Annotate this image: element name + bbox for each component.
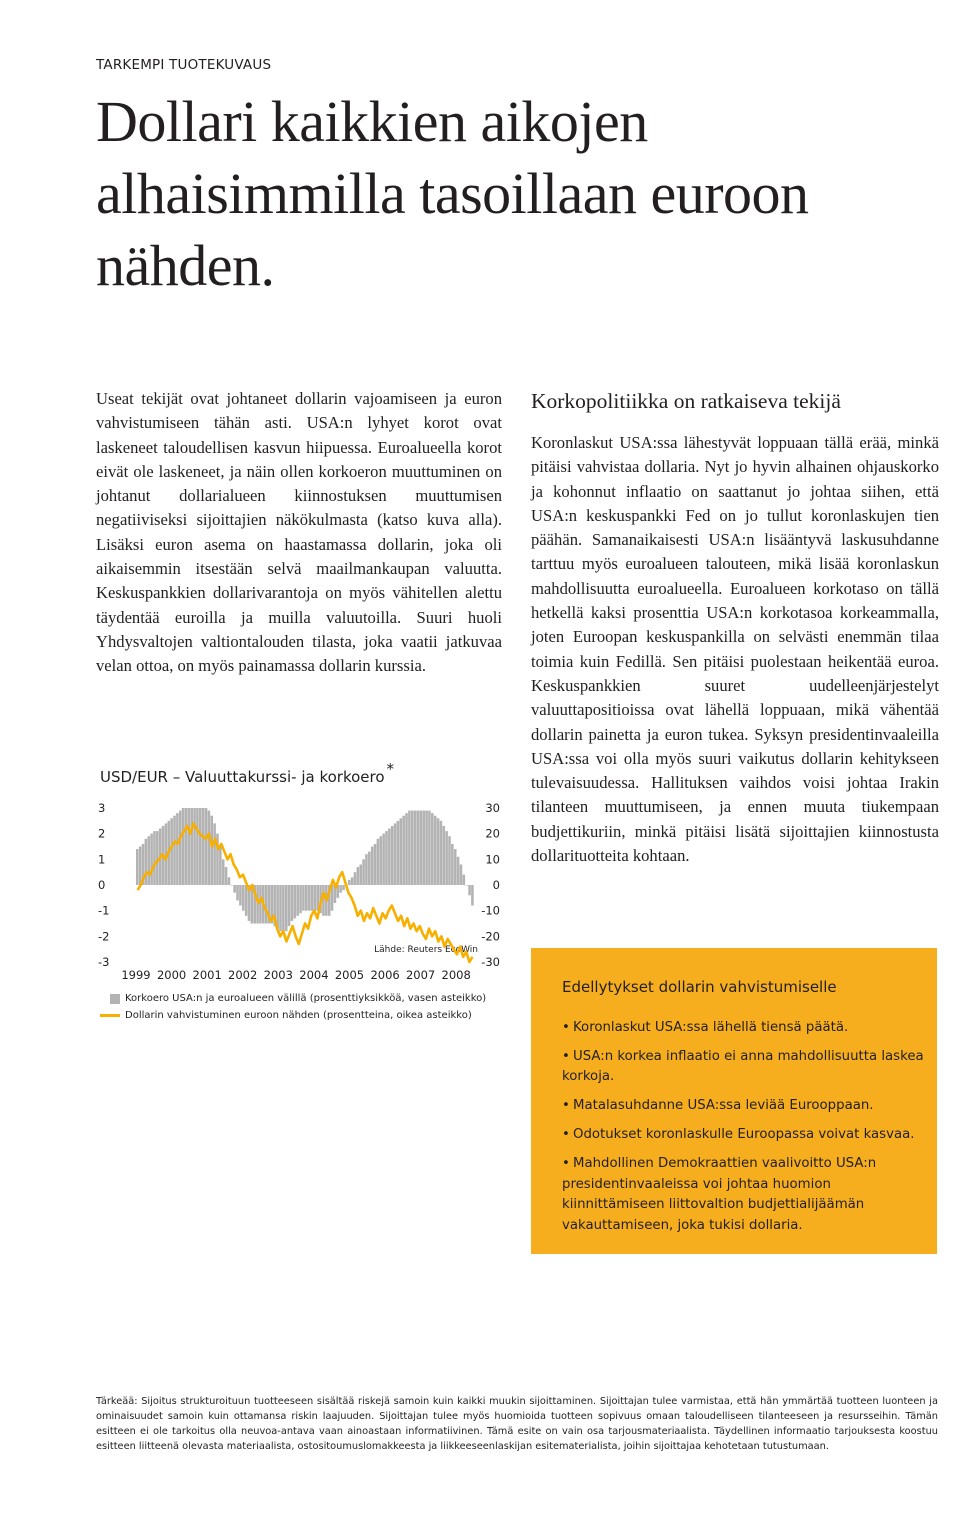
left-axis-tick: -2 bbox=[98, 929, 110, 944]
chart-bar bbox=[193, 808, 196, 885]
chart-bar bbox=[199, 808, 202, 885]
chart-bar bbox=[445, 831, 448, 885]
kicker-label: TARKEMPI TUOTEKUVAUS bbox=[96, 57, 272, 73]
chart-bar bbox=[382, 834, 385, 885]
chart-bar bbox=[156, 831, 159, 885]
chart-bar bbox=[365, 854, 368, 885]
chart-bar bbox=[279, 885, 282, 931]
chart-bar bbox=[431, 813, 434, 885]
chart-bar bbox=[136, 849, 139, 885]
legend-bar-swatch bbox=[110, 994, 120, 1004]
chart-bar bbox=[219, 847, 222, 886]
chart-bar bbox=[391, 826, 394, 885]
chart-bar bbox=[342, 885, 345, 890]
chart-bar bbox=[420, 811, 423, 885]
chart-bar bbox=[454, 849, 457, 885]
chart-bar bbox=[460, 864, 463, 885]
chart-bar bbox=[302, 885, 305, 911]
list-item bbox=[562, 1018, 932, 1038]
chart-bar bbox=[299, 885, 302, 913]
bullet-marker: • bbox=[562, 1156, 570, 1172]
chart-bar bbox=[400, 818, 403, 885]
chart-bar bbox=[468, 885, 471, 895]
list-item-text: USA:n korkea inflaatio ei anna mahdollisuutta laskea korkoja. bbox=[562, 1049, 924, 1085]
chart-bar bbox=[368, 852, 371, 885]
chart-bar bbox=[311, 885, 314, 911]
chart-bar bbox=[153, 831, 156, 885]
list-item bbox=[562, 1096, 932, 1116]
chart-bar bbox=[414, 811, 417, 885]
usd-eur-chart bbox=[96, 760, 516, 1028]
list-item-text: Matalasuhdanne USA:ssa leviää Eurooppaan. bbox=[573, 1098, 874, 1114]
bullet-marker: • bbox=[562, 1020, 570, 1035]
chart-bar bbox=[471, 885, 474, 906]
chart-bar bbox=[411, 811, 414, 885]
x-axis-tick: 2002 bbox=[228, 968, 258, 982]
bullet-marker: • bbox=[562, 1098, 570, 1114]
disclaimer-text: Tärkeää: Sijoitus strukturoituun tuotteeseen sisältää riskejä samoin kuin kaikki muukin sijoittaminen. Sijoittajan tulee varmistaa, että hän ymmärtää tuotteen luonteen ja ominaisuudet samoin kuin ottamansa riskin laajuuden. Sijoittajan tulee myös huomioida tuotteen sopivuus omaan taloudelliseen tilanteeseen ja resursseihin. Tämän esitteen ei ole tarkoitus olla neuvoa-antava vaan ainoastaan informatiivinen. Tämä esite on vain osa tarjousmateriaalista. Täydellinen informaatio tarjouksesta koostuu esitteen liitteenä olevasta materiaalista, ostositoumuslomakkeesta ja liikkeeseenlaskijan esitematerialista, joihin sijoittajaa kehotetaan tutustumaan. bbox=[96, 1396, 938, 1452]
x-axis-tick: 2000 bbox=[156, 968, 187, 982]
chart-bar bbox=[170, 818, 173, 885]
chart-bar bbox=[205, 808, 208, 885]
chart-bar bbox=[228, 877, 231, 885]
x-axis-tick: 2004 bbox=[299, 968, 329, 982]
x-axis-tick: 2001 bbox=[192, 968, 222, 982]
chart-bar bbox=[374, 844, 377, 885]
chart-bar bbox=[463, 875, 466, 885]
chart-bar bbox=[182, 808, 185, 885]
intro-paragraph: Useat tekijät ovat johtaneet dollarin vajoamiseen ja euron vahvistumiseen tähän asti. USA:n lyhyet korot ovat laskeneet taloudellisen kasvun hiipuessa. Euroalueella korot eivät ole laskeneet, ja näin ollen korkoeron muuttuminen on johtanut dollarialueen kiinnostuksen muuttumisen negatiiviseksi sijoittajien näkökulmasta (katso kuva alla). Lisäksi euron asema on haastamassa dollarin, joka oli aikaisemmin itsestään selvä maailmankaupan valuutta. Keskuspankkien dollarivarantoja on myös vähitellen alettu täydentää euroilla ja muilla valuutoilla. Suuri huoli Yhdysvaltojen valtiontalouden tilasta, joka vaatii jatkuvaa velan ottoa, on myös painamassa dollarin kurssia. bbox=[96, 389, 502, 676]
chart-bar bbox=[150, 834, 153, 885]
chart-bar bbox=[465, 885, 468, 886]
list-item-text: Odotukset koronlaskulle Euroopassa voivat kasvaa. bbox=[573, 1127, 915, 1143]
chart-bar bbox=[196, 808, 199, 885]
x-axis-tick: 2006 bbox=[370, 968, 400, 982]
chart-bar bbox=[242, 885, 245, 911]
chart-bar bbox=[285, 885, 288, 931]
chart-bar bbox=[190, 808, 193, 885]
chart-bar bbox=[417, 811, 420, 885]
legend-line-label: Dollarin vahvistuminen euroon nähden (prosentteina, oikea asteikko) bbox=[125, 1010, 472, 1021]
chart-bar bbox=[448, 836, 451, 885]
section-body: Koronlaskut USA:ssa lähestyvät loppuaan tällä erää, minkä pitäisi vahvistaa dollaria. Nyt jo hyvin alhainen ohjauskorko ja kohonnut inflaatio on saattanut jo johtaa siihen, että USA:n keskuspankki Fed on jo tullut koronlaskujen tien päähän. Samanaikaisesti USA:n lisääntyvä laskusuhdanne tarttuu myös euroalueen talouteen, mikä lisää koronlaskun mahdollisuutta euroalueella. Euroalueen korkotaso on tällä hetkellä kaksi prosenttia USA:n korkotasoa korkeammalla, joten Euroopan keskuspankilla on selvästi enemmän tilaa toimia kuin Fedillä. Sen pitäisi puolestaan heikentää euroa. Keskuspankkien suuret uudelleenjärjestelyt valuuttapositioissa ovat lähellä loppuaan, mikä vähentää dollarin painetta ja euron tukea. Syksyn presidentinvaaleilla USA:ssa voi olla myös suuri vaikutus dollarin kehitykseen tulevaisuudessa. Hallituksen vaihdos voisi johtaa Irakin tilanteen muuttumiseen, ja ennen muuta tiukempaan budjettikuriin, minkä pitäisi lisätä sijoittajien kiinnostusta dollarituotteita kohtaan. bbox=[531, 433, 939, 866]
chart-bar bbox=[179, 811, 182, 885]
right-axis-tick: 20 bbox=[485, 826, 500, 841]
list-item-text: Koronlaskut USA:ssa lähellä tiensä päätä. bbox=[573, 1020, 849, 1035]
chart-bar bbox=[213, 823, 216, 885]
chart-bar bbox=[405, 813, 408, 885]
chart-bar bbox=[425, 811, 428, 885]
chart-bar bbox=[225, 867, 228, 885]
chart-bar bbox=[231, 885, 234, 886]
list-item bbox=[562, 1125, 932, 1145]
x-axis-tick: 2003 bbox=[263, 968, 293, 982]
chart-bar bbox=[265, 885, 268, 924]
chart-bar bbox=[222, 859, 225, 885]
chart-title bbox=[100, 760, 395, 786]
left-axis-tick: -3 bbox=[98, 955, 110, 969]
right-axis-tick: -10 bbox=[481, 903, 500, 918]
chart-plot bbox=[96, 792, 516, 1012]
chart-bar bbox=[294, 885, 297, 918]
chart-bar bbox=[308, 885, 311, 911]
chart-bar bbox=[362, 859, 365, 885]
left-axis-tick: -1 bbox=[98, 903, 110, 918]
right-axis-tick: -20 bbox=[481, 929, 500, 944]
chart-bar bbox=[440, 821, 443, 885]
chart-bar bbox=[457, 857, 460, 885]
chart-title-mark: * bbox=[386, 760, 395, 778]
chart-bar bbox=[451, 844, 454, 885]
chart-bar bbox=[422, 811, 425, 885]
chart-bar bbox=[428, 811, 431, 885]
bullet-marker: • bbox=[562, 1049, 570, 1064]
chart-bar bbox=[139, 847, 142, 886]
conditions-box bbox=[531, 948, 937, 1254]
chart-bar bbox=[176, 813, 179, 885]
list-item bbox=[562, 1154, 932, 1236]
chart-bar bbox=[145, 839, 148, 885]
interest-policy-section bbox=[531, 387, 939, 868]
conditions-list bbox=[562, 1018, 932, 1245]
chart-bar bbox=[236, 885, 239, 900]
chart-bar bbox=[210, 816, 213, 885]
chart-bar bbox=[245, 885, 248, 916]
left-axis-tick: 1 bbox=[98, 852, 106, 867]
list-item bbox=[562, 1047, 932, 1088]
chart-bar bbox=[296, 885, 299, 916]
legend-bar-label: Korkoero USA:n ja euroalueen välillä (prosenttiyksikköä, vasen asteikko) bbox=[125, 993, 487, 1004]
chart-source: Lähde: Reuters EcoWin bbox=[374, 945, 478, 955]
chart-bar bbox=[185, 808, 188, 885]
chart-bar bbox=[259, 885, 262, 924]
section-heading: Korkopolitiikka on ratkaiseva tekijä bbox=[531, 389, 841, 413]
chart-bar bbox=[388, 829, 391, 885]
chart-bar bbox=[402, 816, 405, 885]
right-axis-tick: 30 bbox=[485, 801, 500, 815]
x-axis-tick: 2007 bbox=[405, 968, 436, 982]
chart-bar bbox=[437, 818, 440, 885]
page-title: Dollari kaikkien aikojen alhaisimmilla tasoillaan euroon nähden. bbox=[96, 89, 809, 298]
chart-bar bbox=[397, 821, 400, 885]
chart-bar bbox=[233, 885, 236, 893]
right-axis-tick: -30 bbox=[481, 955, 500, 969]
bullet-marker: • bbox=[562, 1127, 570, 1143]
chart-bar bbox=[394, 823, 397, 885]
chart-title-text: USD/EUR – Valuuttakurssi- ja korkoero bbox=[100, 768, 385, 786]
chart-bar bbox=[408, 811, 411, 885]
x-axis-tick: 2005 bbox=[334, 968, 365, 982]
chart-bar bbox=[173, 816, 176, 885]
chart-bar bbox=[188, 808, 191, 885]
chart-bar bbox=[351, 877, 354, 885]
chart-bar bbox=[379, 836, 382, 885]
x-axis-tick: 2008 bbox=[441, 968, 471, 982]
chart-bar bbox=[208, 811, 211, 885]
list-item-text: Mahdollinen Demokraattien vaalivoitto USA:n presidentinvaaleissa voi johtaa huomion kiinnittämiseen liittovaltion budjettialijäämän vakauttamiseen, joka tukisi dollaria. bbox=[562, 1156, 877, 1233]
x-axis-tick: 1999 bbox=[121, 968, 151, 982]
chart-bar bbox=[202, 808, 205, 885]
chart-bar bbox=[282, 885, 285, 934]
chart-bar bbox=[354, 872, 357, 885]
chart-bar bbox=[147, 836, 150, 885]
chart-bar bbox=[314, 885, 317, 911]
chart-bar bbox=[357, 867, 360, 885]
left-axis-tick: 0 bbox=[98, 878, 106, 892]
left-axis-tick: 3 bbox=[98, 801, 106, 815]
right-axis-tick: 0 bbox=[492, 878, 500, 892]
left-axis-tick: 2 bbox=[98, 826, 106, 841]
chart-bar bbox=[371, 847, 374, 886]
box-title: Edellytykset dollarin vahvistumiselle bbox=[562, 978, 837, 996]
chart-bar bbox=[359, 864, 362, 885]
chart-bar bbox=[434, 816, 437, 885]
chart-bar bbox=[442, 826, 445, 885]
legend-line-swatch bbox=[100, 1014, 120, 1017]
chart-bar bbox=[385, 831, 388, 885]
chart-bar bbox=[377, 839, 380, 885]
chart-bar bbox=[291, 885, 294, 921]
chart-bar bbox=[339, 885, 342, 893]
chart-bar bbox=[239, 885, 242, 906]
chart-bar bbox=[288, 885, 291, 926]
chart-bar bbox=[305, 885, 308, 911]
right-axis-tick: 10 bbox=[485, 852, 500, 867]
chart-bar bbox=[348, 880, 351, 885]
